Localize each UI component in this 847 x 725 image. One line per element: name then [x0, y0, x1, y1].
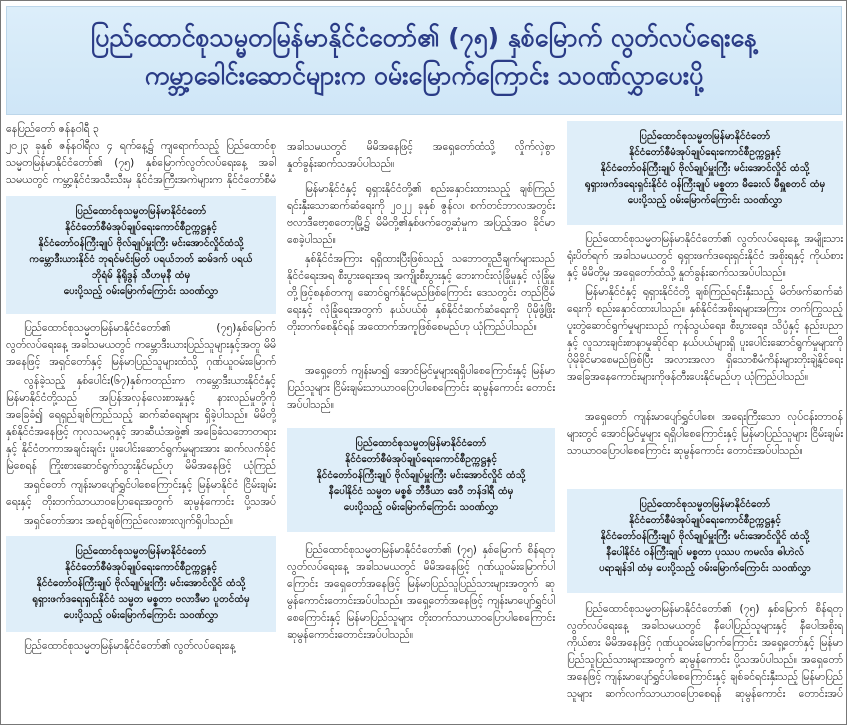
heading-line: နိုင်ငံတော်ဝန်ကြီးချုပ် ဗိုလ်ချုပ်မှူးကြီး မင်းအောင်လှိုင် ထံသို့ — [600, 163, 810, 174]
heading-line: နီပေါနိုင်ငံ သမ္မတ မစ္စစ် ဘီဒီယာ ဒေဝီ ဘန်ဒါရီ ထံမှ — [328, 486, 514, 497]
body-paragraph: ပြည်ထောင်စုသမ္မတမြန်မာနိုင်ငံတော်၏ (၇၅)နှစ်မြောက် လွတ်လပ်ရေးနေ့ အခါသမယတွင် ကမ္ဘောဒီးယားပြည်သူများနှင့်အတူ မိမိအနေဖြင့် အရှင်တော်နှင့် မြန်မာပြည်သူများထံသို့ ဂုဏ်ယူဝမ်းမြောက် — [6, 322, 276, 368]
heading-line: ပေးပို့သည့် ဝမ်းမြောက်ကြောင်း သဝဏ်လွှာ — [627, 195, 783, 206]
column-1 — [6, 121, 276, 720]
body-paragraph: ပြည်ထောင်စုသမ္မတမြန်မာနိုင်ငံတော်၏ (၇၅) နှစ်မြောက် စိန်ရတုလွတ်လပ်ရေးနေ့ အခါသမယတွင် နီပေါပြည်သူများနှင့် နီပေါအစိုးရကိုယ်စား မိမိအနေဖြင့် ဂုဏ်ယူဝမ်းမြောက်ကြောင်း အရှေ့တော်နှင့် မြန်မာပြည်သူပြည်သားများအတွက် ဆုမွန်ကောင်း ပို့သအပ်ပါသည်။ အရှေတော်အနေဖြင့် ကျန်းမာပျော်ရွှင်ပါစေကြောင်းနှင့် ချစ်ခင်ရင်းနှီးသည့် မြန်မာပြည်သူများ ဆက်လက်သာယာဝပြောစေရန် ဆုမွန်ကောင်း တောင်းအပ် — [567, 603, 843, 700]
body-paragraph: အရှေ့တော် ကျန်းမာ၍ အောင်မြင်မှုများရရှိပါစေကြောင်းနှင့် မြန်မာပြည်သူများ ငြိမ်းချမ်းသာယာဝပြောပါစေကြောင်း ဆုမွန်ကောင်း တောင်းအပ်ပါသည်။ — [287, 365, 555, 411]
heading-line: ပြည်ထောင်စုသမ္မတမြန်မာနိုင်ငံတော် — [355, 438, 487, 449]
letter-heading-nepal-pm — [567, 489, 843, 593]
heading-line: ပြည်ထောင်စုသမ္မတမြန်မာနိုင်ငံတော် — [75, 206, 207, 217]
headline-line-1: ပြည်ထောင်စုသမ္မတမြန်မာနိုင်ငံတော်၏ (၇၅) နှစ်မြောက် လွတ်လပ်ရေးနေ့ — [90, 23, 758, 52]
headline-line-2: ကမ္ဘာ့ခေါင်းဆောင်များက ဝမ်းမြောက်ကြောင်း သဝဏ်လွှာပေးပို့ — [144, 61, 704, 90]
heading-line: နိုင်ငံတော်ဝန်ကြီးချုပ် ဗိုလ်ချုပ်မှူးကြီး မင်းအောင်လှိုင်ထံသို့ — [38, 238, 244, 249]
letter-heading-russia-president — [6, 536, 276, 632]
heading-line: ပြည်ထောင်စုသမ္မတမြန်မာနိုင်ငံတော် — [75, 546, 207, 557]
body-paragraph: ပြည်ထောင်စုသမ္မတမြန်မာနိုင်ငံတော်၏ လွတ်လပ်ရေးနေ့ အမျိုးသားရုံးပိတ်ရက် အခါသမယတွင် ရုရှားဖက်ဒရေးရှင်းနိုင်ငံ အစိုးရနှင့် ကိုယ်စားနှင့် မိမိတို့မှ အရှေတော်ထံသို့ နှုတ်ခွန်းဆက်သအပ်ပါသည်။ — [567, 233, 843, 279]
heading-line: ပြည်ထောင်စုသမ္မတမြန်မာနိုင်ငံတော် — [639, 499, 771, 510]
heading-line: ပေးပို့သည့် ဝမ်းမြောက်ကြောင်း သဝဏ်လွှာ — [63, 286, 219, 297]
body-paragraph: နှစ်နိုင်ငံအကြား ရရှိထားပြီးဖြစ်သည့် သဘောတူညီချက်များသည် နိုင်ငံရေးအရ စီးပွားရေးအရ အကျိုးစီးပွားနှင့် ဘေးကင်းလုံခြုံမှုနှင့် လုံခြုံမှုတို့ဖြင့်စနစ်တကျ ဆောင်ရွက်နိုင်မည်ဖြစ်ကြောင်း ဒေသတွင်း တည်ငြိမ်ရေးနှင့် လုံခြုံရေးအတွက် နယ်ပယ်စုံ နှစ်နိုင်ငံဆက်ဆံရေးကို ပိုမိုဖွံ့ဖြိုးတိုးတက်စေနိုင်ရန် အထောက်အကူဖြစ်စေမည်ဟု ယုံကြည်ပါသည်။ — [287, 253, 555, 333]
letter-heading-cambodia-king — [6, 196, 276, 314]
body-paragraph: လွန်ခဲ့သည့် နှစ်ပေါင်း(၆၇)နှစ်ကတည်းက ကမ္ဘောဒီးယားနိုင်ငံနှင့် မြန်မာနိုင်ငံတို့သည် အပြန်အလှန်လေးစားမှုနှင့် နားလည်မှုတို့ကို အခြေခံ၍ ရေရှည်ချစ်ကြည်သည့် ဆက်ဆံရေးများ ရှိခဲ့ပါသည်။ မိမိတို့နှစ်နိုင်ငံအနေဖြင့် ကုလသမဂ္ဂနှင့် အာဆီယံအဖွဲ့၏ အခြေခံသဘောတရားနှင့် နိုင်ငံတကာအချင်းချင်း ပူးပေါင်းဆောင်ရွက်မှုများအား ဆက်လက်ခိုင်မြဲစေရန် ကြိုးစားဆောင်ရွက်သွားနိုင်မည်ဟု မိမိအနေဖြင့် ယုံကြည် — [6, 375, 276, 472]
heading-line: ရုရှားဖက်ဒရေးရှင်းနိုင်ငံ သမ္မတ မစ္စတာ ဗလာဒီမာ ပူတင်ထံမှ — [32, 594, 250, 605]
body-paragraph: အရှေတော် ကျန်းမာပျော်ရွှင်ပါစေ၊ အရေးကြီးသော လုပ်ငန်းတာဝန်များတွင် အောင်မြင်မှုများ ရရှိပါစေကြောင်းနှင့် မြန်မာပြည်သူများ ငြိမ်းချမ်းသာယာဝပြောပါစေကြောင်း ဆုမွန်ကောင်း တောင်းအပ်ပါသည်။ — [567, 411, 843, 457]
letter-heading-russia-pm — [567, 121, 843, 225]
body-paragraph: ပြည်ထောင်စုသမ္မတမြန်မာနိုင်ငံတော်၏ လွတ်လပ်ရေးနေ့ — [24, 640, 236, 652]
column-3 — [567, 121, 843, 720]
body-paragraph: မြန်မာနိုင်ငံနှင့် ရုရှားနိုင်ငံတို့ ချစ်ကြည်ရင်းနှီးသည့် မိတ်ဖက်ဆက်ဆံရေးကို စည်းနှောင်ထားပါသည်။ နှစ်နိုင်ငံအစိုးရများအကြား တက်ကြွသည့် ပူးတွဲဆောင်ရွက်မှုများသည် ကုန်သွယ်ရေး၊ စီးပွားရေး၊ သိပ္ပံနှင့် နည်းပညာနှင့် လူသားချင်းစာနာမှုဆိုင်ရာ နယ်ပယ်များရှိ ပူးပေါင်းဆောင်ရွက်မှုများကို ပိုမိုခိုင်မာစေမည်ဖြစ်ပြီး အလားအလာ ရှိသောစီမံကိန်းများတိုးချဲ့နိုင်ရေး အခြေအနေကောင်းများကိုဖန်တီးပေးနိုင်မည်ဟု ယုံကြည်ပါသည်။ — [567, 286, 843, 383]
heading-line: ပေးပို့သည့် ဝမ်းမြောက်ကြောင်း သဝဏ်လွှာ — [63, 610, 219, 621]
heading-line: ပေးပို့သည့် ဝမ်းမြောက်ကြောင်း သဝဏ်လွှာ — [343, 502, 499, 513]
letter-heading-nepal-president — [287, 428, 555, 532]
heading-line: နိုင်ငံတော်ဝန်ကြီးချုပ် ဗိုလ်ချုပ်မှူးကြီး မင်းအောင်လှိုင် ထံသို့ — [600, 531, 810, 542]
heading-line: ကမ္ဘောဒီးယားနိုင်ငံ ဘုရင်မင်းမြတ် ပရယ်ဘတ် ဆမ်ဒက် ပရယ် — [29, 254, 253, 265]
heading-line: နီပေါနိုင်ငံ ဝန်ကြီးချုပ် မစ္စတာ ပုဿပ ကမလ်ဒ ဓါဟဲလ် — [606, 547, 804, 558]
heading-line: နိုင်ငံတော်စီမံအုပ်ချုပ်ရေးကောင်စီဥက္ကဋ္ဌနှင့် — [629, 515, 781, 526]
heading-line: ရုရှားဖက်ဒရေးရှင်းနိုင်ငံ ဝန်ကြီးချုပ် မစ္စတာ မီခေးလ် မီရှူစတင် ထံမှ — [584, 179, 826, 190]
heading-line: နိုင်ငံတော်စီမံအုပ်ချုပ်ရေးကောင်စီဥက္ကဋ္ဌနှင့် — [345, 454, 497, 465]
intro-paragraph: ၂၀၂၃ ခုနှစ် ဇန်နဝါရီလ ၄ ရက်နေ့၌ ကျရောက်သည့် ပြည်ထောင်စုသမ္မတမြန်မာနိုင်ငံတော်၏ (၇၅) နှစ်မြောက်လွတ်လပ်ရေးနေ့ အခါသမယတွင် ကမ္ဘာ့နိုင်ငံအသီးသီးမှ နိုင်ငံအကြီးအကဲများက နိုင်ငံတော်စီမံ — [6, 140, 276, 186]
heading-line: နိုင်ငံတော်ဝန်ကြီးချုပ် ဗိုလ်ချုပ်မှူးကြီး မင်းအောင်လှိုင် ထံသို့ — [36, 578, 246, 589]
heading-line: ပြည်ထောင်စုသမ္မတမြန်မာနိုင်ငံတော် — [639, 131, 771, 142]
dateline: နေပြည်တော် ဇန်နဝါရီ ၃ — [6, 123, 99, 135]
heading-line: ပရာချန်ဒါ ထံမှ ပေးပို့သည့် ဝမ်းမြောက်ကြောင်း သဝဏ်လွှာ — [599, 563, 811, 574]
heading-line: နိုင်ငံတော်စီမံအုပ်ချုပ်ရေးကောင်စီဥက္ကဋ္ဌနှင့် — [65, 562, 217, 573]
heading-line: နိုင်ငံတော်စီမံအုပ်ချုပ်ရေးကောင်စီဥက္ကဋ္ဌနှင့် — [629, 147, 781, 158]
heading-line: နိုင်ငံတော်စီမံအုပ်ချုပ်ရေးကောင်စီဥက္ကဋ္ဌနှင့် — [65, 222, 217, 233]
body-paragraph: အခါသမယတွင် မိမိအနေဖြင့် အရှေတော်ထံသို့ လှိုက်လှဲစွာ နှုတ်ခွန်းဆက်သအပ်ပါသည်။ — [287, 141, 555, 170]
body-paragraph: အရှင်တော် ကျန်းမာပျော်ရွှင်ပါစေကြောင်းနှင့် မြန်မာနိုင်ငံ ငြိမ်းချမ်းရေးနှင့် တိုးတက်သာယာဝပြောရေးအတွက် ဆုမွန်ကောင်း ပို့သအပ် — [6, 479, 276, 508]
body-paragraph: အရှင်တော်အား အစဉ်ချစ်ကြည်လေးစားလျက်ရှိပါသည်။ — [24, 515, 233, 527]
heading-line: နိုင်ငံတော်ဝန်ကြီးချုပ် ဗိုလ်ချုပ်မှူးကြီး မင်းအောင်လှိုင် ထံသို့ — [316, 470, 526, 481]
column-2 — [287, 121, 555, 720]
body-paragraph: မြန်မာနိုင်ငံနှင့် ရုရှားနိုင်ငံတို့၏ စည်းနှောင်းထားသည့် ချစ်ကြည်ရင်းနှီးသောဆက်ဆံရေးကို ၂၀၂၂ ခုနှစ် ဇွန်လ၊ စက်တင်ဘာလအတွင်း ဗလာဒီဗော့စတော့မြို့၌ မိမိတို့၏နှစ်ဖက်တွေ့ဆုံမှုက အပြည့်အဝ ခိုင်မာစေခဲ့ပါသည်။ — [287, 183, 555, 246]
body-paragraph: ပြည်ထောင်စုသမ္မတမြန်မာနိုင်ငံတော်၏ (၇၅) နှစ်မြောက် စိန်ရတုလွတ်လပ်ရေးနေ့ အခါသမယတွင် မိမိအနေဖြင့် ဂုဏ်ယူဝမ်းမြောက်ပါကြောင်း အရှေတော်အနေဖြင့် မြန်မာပြည်သူပြည်သားများအတွက် ဆုမွန်ကောင်းတောင်းအပ်ပါသည်။ အရှေ့တော်အနေဖြင့် ကျန်းမာပျော်ရွှင်ပါစေကြောင်းနှင့် မြန်မာပြည်သူများ တိုးတက်သာယာဝပြောပါစေကြောင်း ဆုမွန်ကောင်းတောင်းအပ်ပါသည်။ — [287, 544, 555, 641]
headline-banner — [6, 6, 842, 115]
heading-line: ဘိုရံမ် နိုရိုဒွန် သီဟမုနီ ထံမှ — [91, 270, 191, 281]
